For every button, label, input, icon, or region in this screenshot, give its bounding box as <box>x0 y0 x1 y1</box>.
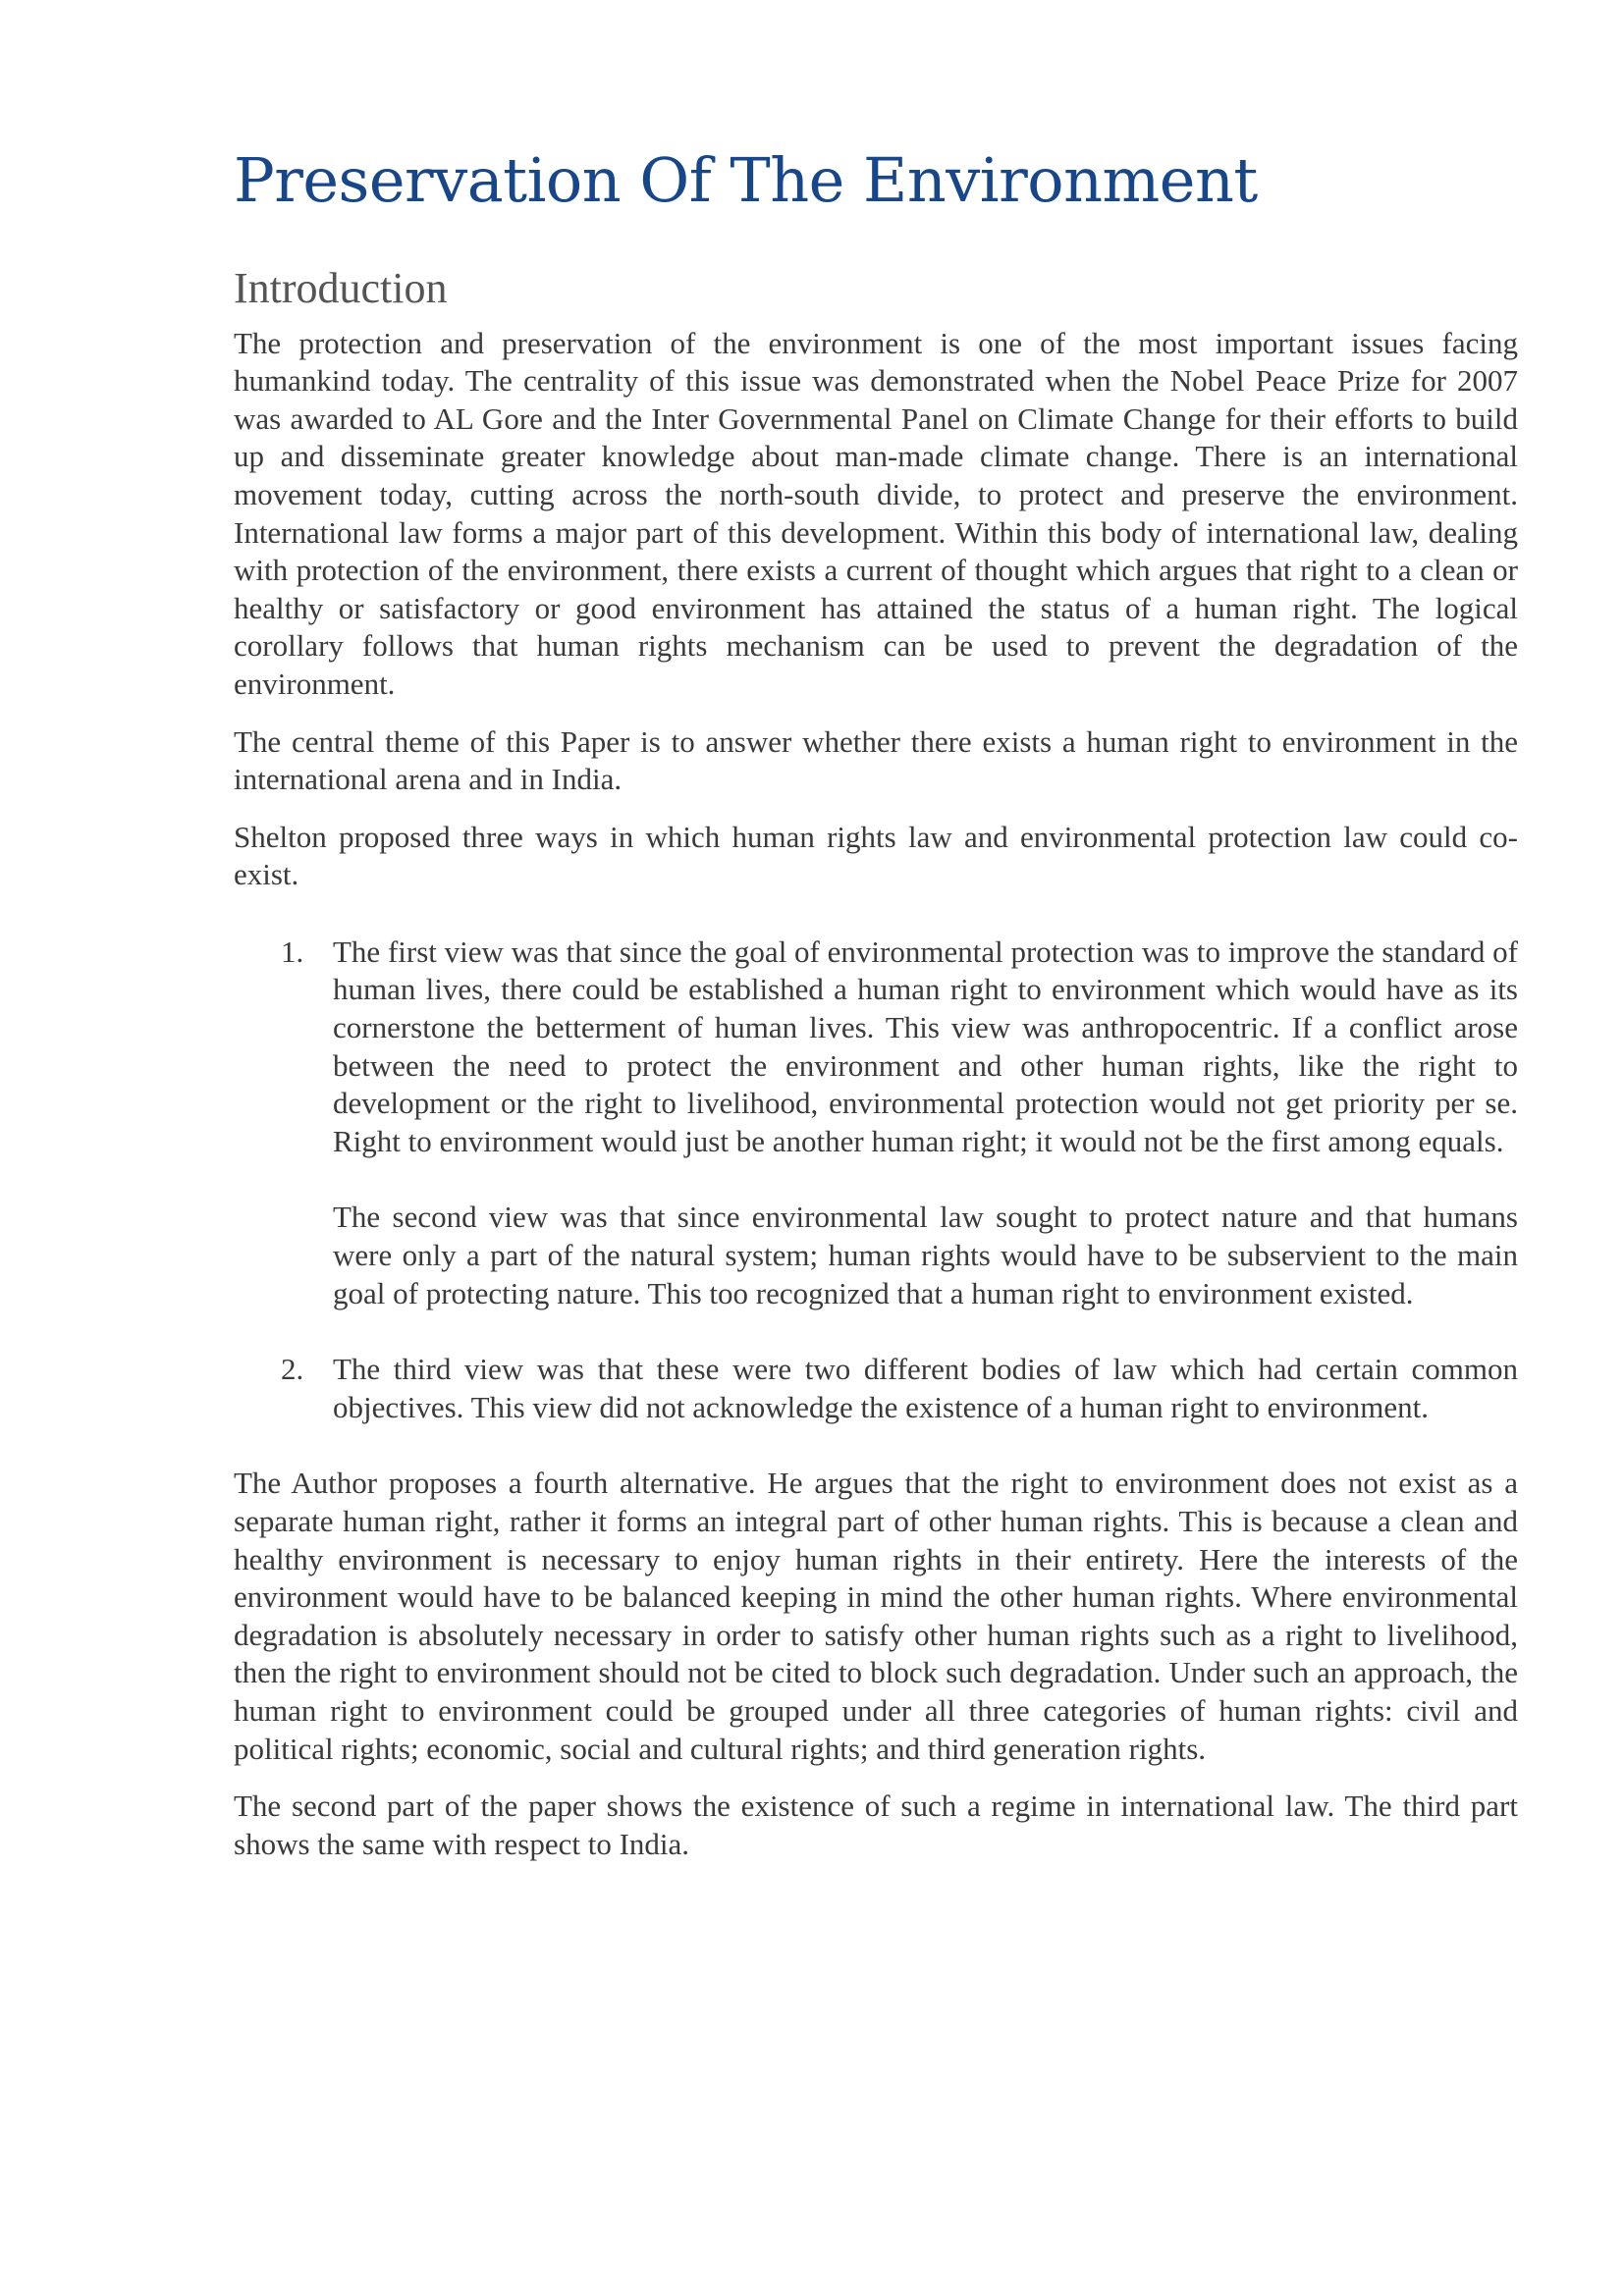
paragraph-intro: The protection and preservation of the environment is one of the most important issues facing humankind today. The centrality of this issue was demonstrated when the Nobel Peace Prize for 2007 was awarded to AL Gore and the Inter Governmental Panel on Climate Change for their efforts to build up and disseminate greater knowledge about man-made climate change. There is an international movement today, cutting across the north-south divide, to protect and preserve the environment. International law forms a major part of this development. Within this body of international law, dealing with protection of the environment, there exists a current of thought which argues that right to a clean or healthy or satisfactory or good environment has attained the status of a human right. The logical corollary follows that human rights mechanism can be used to prevent the degradation of the environment. <box>234 325 1518 701</box>
paragraph-fourth-alternative: The Author proposes a fourth alternative. He argues that the right to environment does not exist as a separate human right, rather it forms an integral part of other human rights. This is because a clean and healthy environment is necessary to enjoy human rights in their entirety. Here the interests of the environment would have to be balanced keeping in mind the other human rights. Where environmental degradation is absolutely necessary in order to satisfy other human rights such as a right to livelihood, then the right to environment should not be cited to block such degradation. Under such an approach, the human right to environment could be grouped under all three categories of human rights: civil and political rights; economic, social and cultural rights; and third generation rights. <box>234 1466 1518 1766</box>
list-item <box>234 934 1518 1161</box>
document-title: Preservation Of The Environment <box>234 144 1258 216</box>
paragraph-paper-outline: The second part of the paper shows the existence of such a regime in international law. The third part shows the same with respect to India. <box>234 1789 1518 1861</box>
paragraph-shelton: Shelton proposed three ways in which human rights law and environmental protection law could co-exist. <box>234 819 1518 892</box>
list-item <box>234 1351 1518 1426</box>
list-item-number: 1. <box>281 934 304 969</box>
paragraph-central-theme: The central theme of this Paper is to answer whether there exists a human right to environment in the international arena and in India. <box>234 723 1518 797</box>
list-item-number: 2. <box>281 1352 304 1387</box>
list-item-continuation: The second view was that since environmental law sought to protect nature and that humans were only a part of the natural system; human rights would have to be subservient to the main goal of protecting nature. This too recognized that a human right to environment existed. <box>333 1200 1518 1310</box>
list-item-text: The third view was that these were two different bodies of law which had certain common objectives. This view did not acknowledge the existence of a human right to environment. <box>333 1352 1518 1424</box>
document-page <box>234 144 1518 1863</box>
section-heading-introduction: Introduction <box>234 264 448 313</box>
numbered-list <box>234 934 1518 1427</box>
list-item-text: The first view was that since the goal of environmental protection was to improve the standard of human lives, there could be established a human right to environment which would have as its cornerstone the betterment of human lives. This view was anthropocentric. If a conflict arose between the need to protect the environment and other human rights, like the right to development or the right to livelihood, environmental protection would not get priority per se. Right to environment would just be another human right; it would not be the first among equals. <box>333 934 1518 1158</box>
